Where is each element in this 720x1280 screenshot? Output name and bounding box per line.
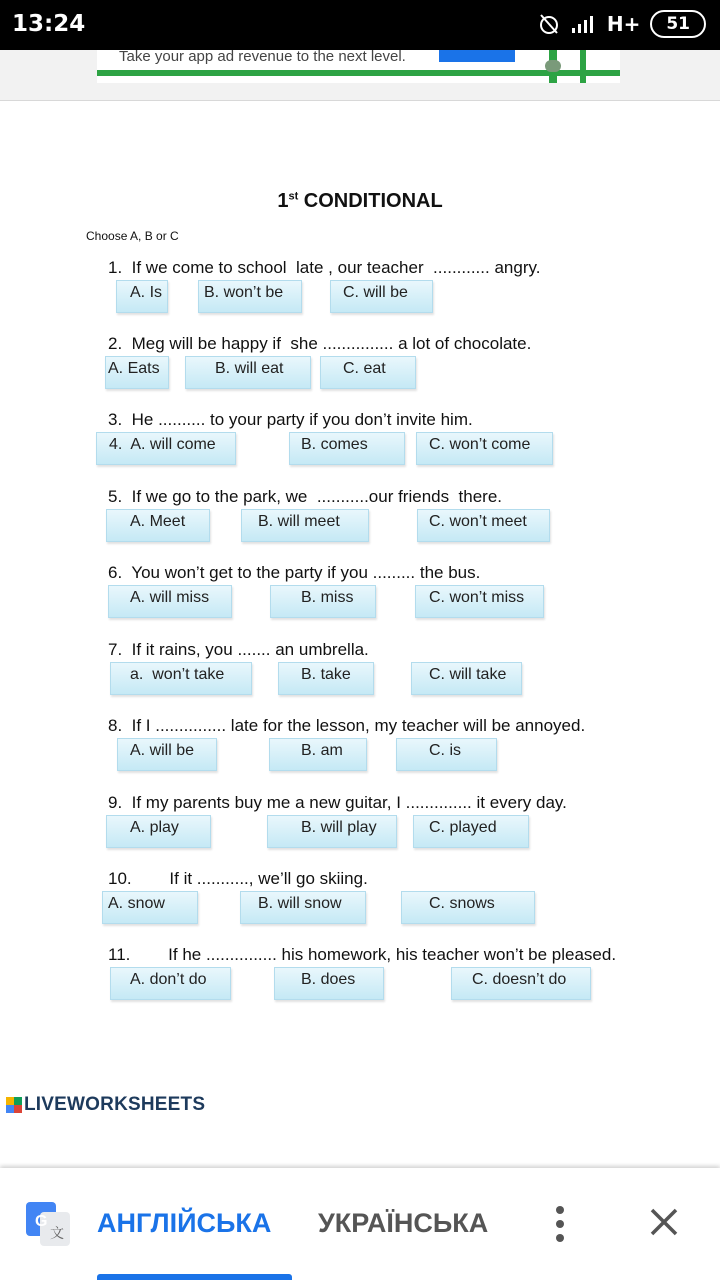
answer-option[interactable] — [108, 585, 232, 618]
question-text: 2. Meg will be happy if she ............... a lot of chocolate. — [108, 334, 532, 353]
answer-option[interactable] — [278, 662, 374, 695]
question-text: 11. If he ............... his homework, his teacher won’t be pleased. — [108, 945, 617, 964]
answer-option[interactable] — [411, 662, 522, 695]
alarm-off-icon — [537, 12, 561, 36]
answer-option-label: C. played — [429, 819, 497, 836]
answer-option-label: C. snows — [429, 895, 495, 912]
answer-option-label: A. don’t do — [130, 971, 207, 988]
answer-option[interactable] — [110, 662, 252, 695]
answer-option[interactable] — [413, 815, 529, 848]
answer-option[interactable] — [117, 738, 217, 771]
source-language-tab[interactable]: АНГЛІЙСЬКА — [97, 1208, 272, 1238]
logo-text: LIVEWORKSHEETS — [24, 1094, 206, 1115]
answer-option[interactable] — [415, 585, 544, 618]
answer-option[interactable] — [110, 967, 231, 1000]
answer-option-label: B. does — [301, 971, 356, 988]
answer-option-label: C. won’t come — [429, 436, 531, 453]
ad-area — [0, 50, 720, 101]
answer-option[interactable] — [96, 432, 236, 465]
worksheet-title: 1st CONDITIONAL — [277, 190, 443, 212]
answer-option-label: A. will miss — [130, 589, 210, 606]
answer-option-label: B. take — [301, 666, 351, 683]
ad-banner[interactable] — [97, 50, 620, 83]
more-options-icon[interactable] — [549, 1202, 571, 1246]
answer-option-label: C. doesn’t do — [472, 971, 567, 988]
answer-option-label: A. Meet — [130, 513, 186, 530]
answer-option-label: B. will eat — [215, 360, 284, 377]
question-text: 6. You won’t get to the party if you ......... the bus. — [108, 563, 481, 582]
ad-graphic-pin — [580, 50, 586, 83]
battery-indicator: 51 — [650, 10, 706, 38]
svg-text:文: 文 — [50, 1226, 64, 1242]
answer-option[interactable] — [274, 967, 384, 1000]
answer-option-label: C. is — [429, 742, 461, 759]
answer-option-label: C. eat — [343, 360, 386, 377]
answer-option[interactable] — [396, 738, 497, 771]
answer-option-label: B. comes — [301, 436, 368, 453]
answer-option[interactable] — [417, 509, 550, 542]
answer-option-label: C. won’t meet — [429, 513, 527, 530]
question-text: 9. If my parents buy me a new guitar, I .............. it every day. — [108, 793, 567, 812]
status-bar — [0, 0, 720, 50]
answer-option[interactable] — [106, 815, 211, 848]
answer-option[interactable] — [102, 891, 198, 924]
question-text: 8. If I ............... late for the lesson, my teacher will be annoyed. — [108, 716, 586, 735]
answer-option-label: B. miss — [301, 589, 354, 606]
answer-option-label: C. will take — [429, 666, 507, 683]
answer-option[interactable] — [106, 509, 210, 542]
status-time: 13:24 — [12, 11, 86, 37]
answer-option-label: B. will meet — [258, 513, 340, 530]
ad-graphic-icon — [545, 60, 561, 72]
answer-option-label: A. play — [130, 819, 179, 836]
liveworksheets-logo — [6, 1094, 205, 1116]
answer-option[interactable] — [320, 356, 416, 389]
logo-mark-icon — [6, 1097, 22, 1113]
answer-option[interactable] — [416, 432, 553, 465]
instruction: Choose A, B or C — [86, 229, 179, 243]
answer-option-label: A. snow — [108, 895, 165, 912]
question-text: 3. He .......... to your party if you don’t invite him. — [108, 410, 473, 429]
answer-option[interactable] — [451, 967, 591, 1000]
active-tab-indicator — [97, 1274, 292, 1280]
answer-option[interactable] — [289, 432, 405, 465]
svg-text:G: G — [35, 1213, 48, 1230]
answer-option[interactable] — [185, 356, 311, 389]
question-text: 5. If we go to the park, we ...........our friends there. — [108, 487, 503, 506]
answer-option[interactable] — [105, 356, 169, 389]
ad-graphic-line — [97, 70, 620, 76]
translate-bar — [0, 1168, 720, 1280]
network-type: H+ — [606, 12, 641, 36]
target-language-tab[interactable]: УКРАЇНСЬКА — [318, 1208, 489, 1238]
ad-text: Take your app ad revenue to the next level. — [119, 48, 406, 65]
answer-option[interactable] — [270, 585, 376, 618]
answer-option-label: A. will be — [130, 742, 195, 759]
answer-option-label: 4. A. will come — [109, 436, 216, 453]
google-translate-icon[interactable] — [26, 1202, 70, 1246]
answer-option-label: C. will be — [343, 284, 408, 301]
answer-option[interactable] — [401, 891, 535, 924]
answer-option-label: A. Is — [130, 284, 163, 301]
answer-option-label: C. won’t miss — [429, 589, 525, 606]
answer-option[interactable] — [269, 738, 367, 771]
ad-cta-button[interactable] — [439, 50, 515, 62]
answer-option-label: A. Eats — [108, 360, 160, 377]
answer-option-label: a. won’t take — [130, 666, 225, 683]
answer-option[interactable] — [198, 280, 302, 313]
close-icon[interactable] — [648, 1206, 680, 1238]
signal-icon — [571, 14, 597, 34]
answer-option[interactable] — [241, 509, 369, 542]
answer-option[interactable] — [240, 891, 366, 924]
answer-option-label: B. won’t be — [204, 284, 284, 301]
question-text: 10. If it ..........., we’ll go skiing. — [108, 869, 368, 888]
question-text: 1. If we come to school late , our teacher ............ angry. — [108, 258, 541, 277]
question-text: 7. If it rains, you ....... an umbrella. — [108, 640, 369, 659]
answer-option[interactable] — [330, 280, 433, 313]
answer-option-label: B. will play — [301, 819, 377, 836]
answer-option[interactable] — [267, 815, 397, 848]
status-icons — [537, 10, 706, 38]
answer-option[interactable] — [116, 280, 168, 313]
answer-option-label: B. am — [301, 742, 343, 759]
answer-option-label: B. will snow — [258, 895, 342, 912]
